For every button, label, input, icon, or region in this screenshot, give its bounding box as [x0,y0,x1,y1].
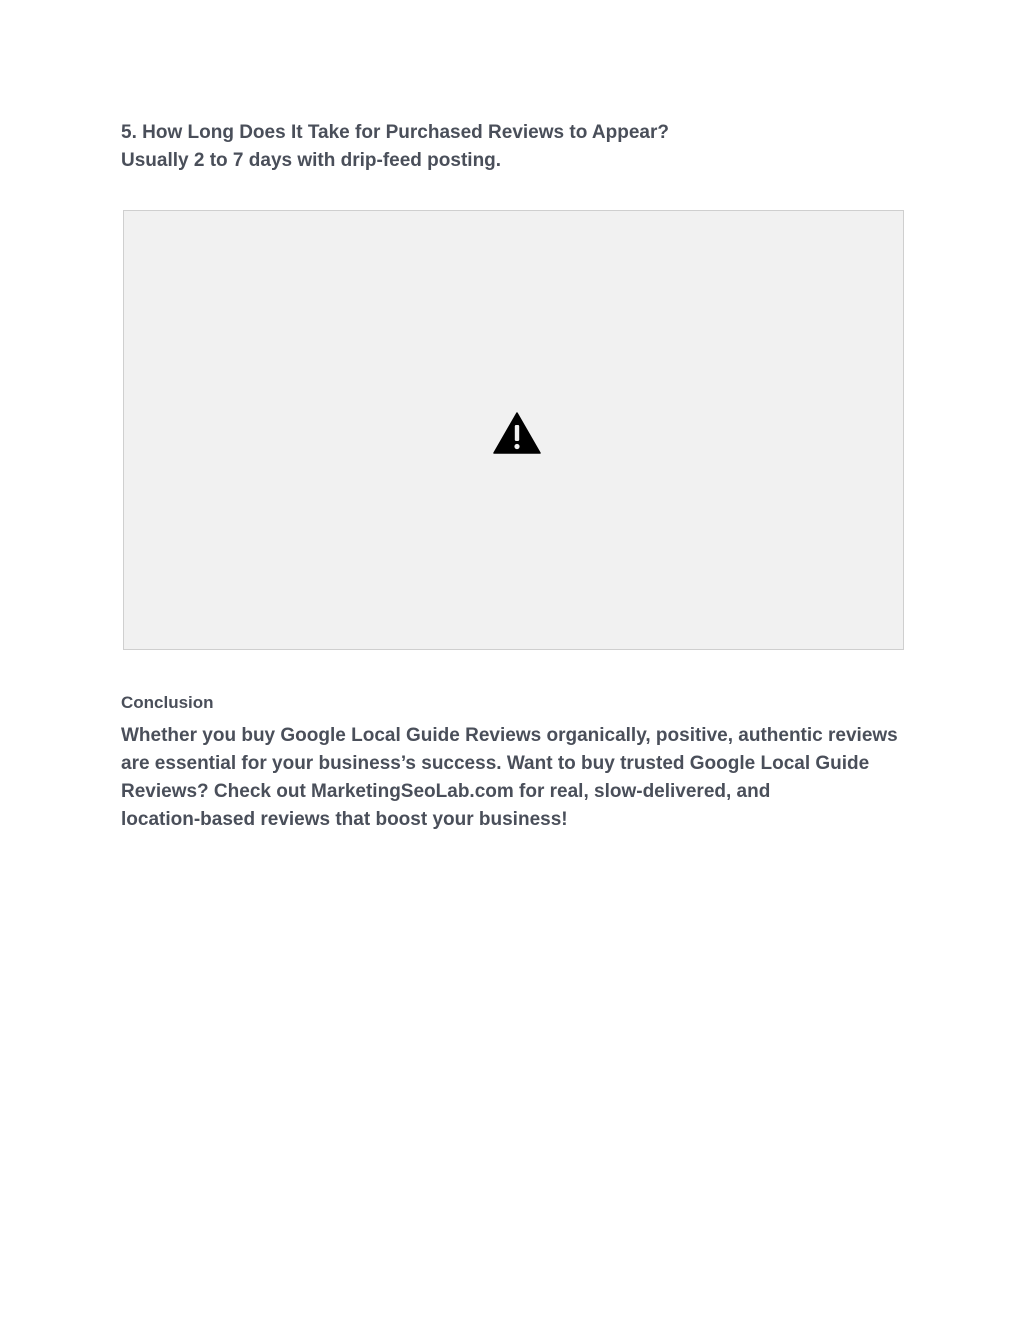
faq-question: 5. How Long Does It Take for Purchased Reviews to Appear? [121,122,669,143]
faq-answer: Usually 2 to 7 days with drip-feed posting. [121,150,502,171]
conclusion-paragraph-line: are essential for your business’s success. Want to buy trusted Google Local Guide [121,753,870,774]
faq-item [121,119,901,175]
broken-image-placeholder [123,210,904,650]
conclusion-section [121,690,901,834]
conclusion-paragraph-line: location-based reviews that boost your business! [121,809,568,830]
conclusion-paragraph-line: Whether you buy Google Local Guide Reviews organically, positive, authentic reviews [121,725,898,746]
conclusion-paragraph-line: Reviews? Check out MarketingSeoLab.com for real, slow-delivered, and [121,781,771,802]
conclusion-heading: Conclusion [121,693,214,712]
warning-icon [493,412,541,454]
